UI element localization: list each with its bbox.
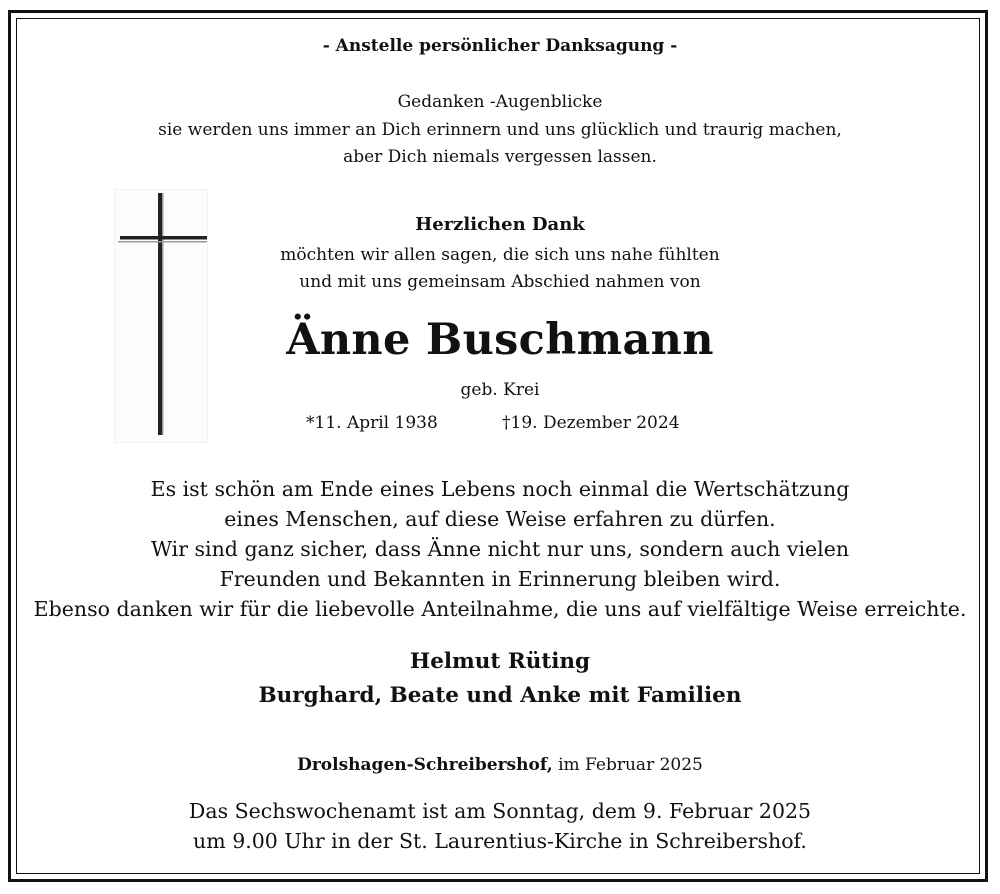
- message-line-5: Ebenso danken wir für die liebevolle Anteilnahme, die uns auf vielfältige Weise erreichte.: [33, 597, 967, 621]
- notice-frame: [8, 10, 988, 882]
- message-line-4: Freunden und Bekannten in Erinnerung bleiben wird.: [219, 567, 781, 591]
- poem-line-2: sie werden uns immer an Dich erinnern und uns glücklich und traurig machen,: [158, 120, 842, 140]
- signatory-1: Helmut Rüting: [409, 649, 591, 674]
- thanks-line-2: und mit uns gemeinsam Abschied nahmen von: [299, 272, 701, 292]
- deceased-name: Änne Buschmann: [286, 315, 714, 365]
- thanks-title: Herzlichen Dank: [415, 214, 585, 235]
- header-line: - Anstelle persönlicher Danksagung -: [322, 36, 678, 56]
- place-location: Drolshagen-Schreibershof,: [297, 755, 553, 775]
- service-line-1: Das Sechswochenamt ist am Sonntag, dem 9. Februar 2025: [188, 799, 812, 823]
- death-date: †19. Dezember 2024: [502, 413, 680, 433]
- place-date: im Februar 2025: [552, 755, 703, 775]
- maiden-name: geb. Krei: [460, 380, 540, 400]
- service-line-2: um 9.00 Uhr in der St. Laurentius-Kirche in Schreibershof.: [193, 829, 807, 853]
- life-dates: [0, 413, 1000, 439]
- message-line-1: Es ist schön am Ende eines Lebens noch einmal die Wertschätzung: [150, 477, 850, 501]
- thanks-line-1: möchten wir allen sagen, die sich uns nahe fühlten: [280, 245, 720, 265]
- poem-line-1: Gedanken -Augenblicke: [397, 92, 603, 112]
- place-date-line: [0, 755, 1000, 775]
- signatory-2: Burghard, Beate und Anke mit Familien: [258, 683, 742, 708]
- message-line-2: eines Menschen, auf diese Weise erfahren zu dürfen.: [224, 507, 776, 531]
- birth-date: *11. April 1938: [306, 413, 438, 433]
- message-line-3: Wir sind ganz sicher, dass Änne nicht nur uns, sondern auch vielen: [150, 537, 850, 561]
- poem-line-3: aber Dich niemals vergessen lassen.: [343, 147, 657, 167]
